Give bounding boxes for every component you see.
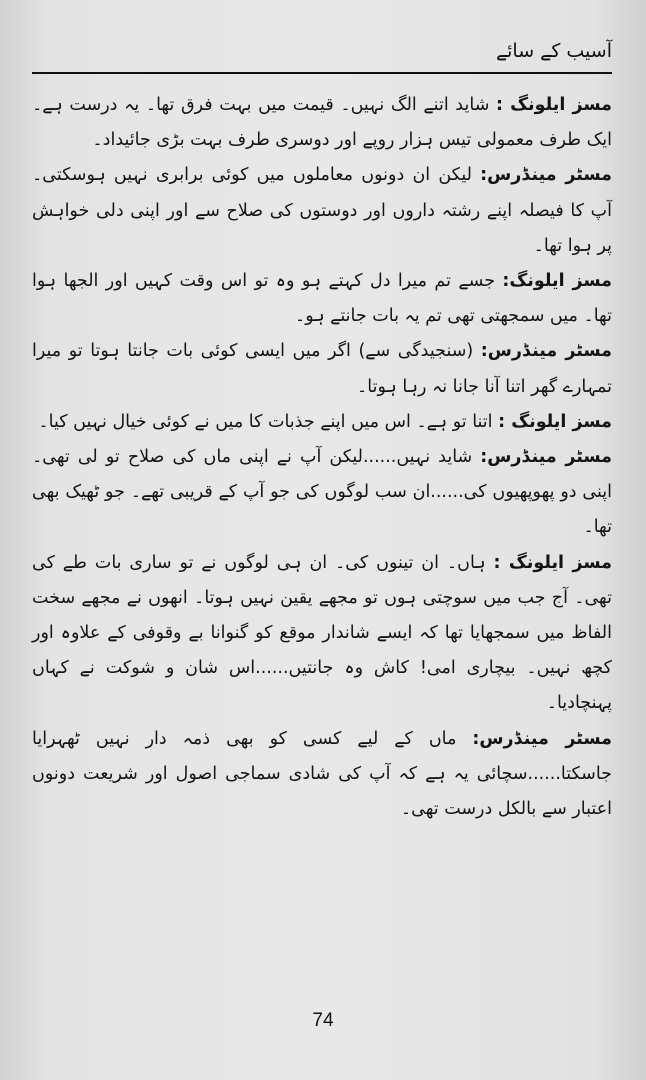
dialogue-text: (سنجیدگی سے) اگر میں ایسی کوئی بات جانتا ہوتا تو میرا تمہارے گھر اتنا آنا جانا نہ رہا ہوتا۔ bbox=[32, 341, 612, 397]
dialogue-paragraph bbox=[32, 88, 612, 158]
dialogue-text: شاید نہیں......لیکن آپ نے اپنی ماں کی صلاح تو لی تھی۔ اپنی دو پھوپھیوں کی......ان سب لوگوں کی جو آپ کے قریبی تھے۔ جو ٹھیک بھی تھا۔ bbox=[32, 447, 612, 538]
speaker-label: مسٹر مینڈرس: bbox=[480, 165, 613, 186]
dialogue-paragraph bbox=[32, 158, 612, 264]
dialogue-text: ماں کے لیے کسی کو بھی ذمہ دار نہیں ٹھہرایا جاسکتا......سچائی یہ ہے کہ آپ کی شادی سماجی اصول اور شریعت دونوں اعتبار سے بالکل درست تھی۔ bbox=[32, 728, 612, 820]
dialogue-text: اتنا تو ہے۔ اس میں اپنے جذبات کا میں نے کوئی خیال نہیں کیا۔ bbox=[38, 411, 499, 432]
dialogue-paragraph bbox=[32, 722, 612, 828]
speaker-label: مسز ایلونگ : bbox=[495, 95, 612, 115]
speaker-label: مسز ایلونگ: bbox=[502, 271, 612, 292]
dialogue-paragraph bbox=[32, 546, 612, 722]
speaker-label: مسٹر مینڈرس: bbox=[480, 447, 613, 468]
speaker-label: مسز ایلونگ : bbox=[493, 552, 612, 573]
dialogue-text: ہاں۔ ان تینوں کی۔ ان ہی لوگوں نے تو ساری بات طے کی تھی۔ آج جب میں سوچتی ہوں تو مجھے یقین نہیں ہوتا۔ انھوں نے مجھے سخت الفاظ میں سمجھایا تھا کہ ایسے شاندار موقع کو گنوانا بے وقوفی کے علاوہ اور کچھ نہیں۔ بیچاری امی! کاش وہ جانتیں......اس شان و شوکت نے کہاں پہنچادیا۔ bbox=[32, 552, 612, 714]
dialogue-text: شاید اتنے الگ نہیں۔ قیمت میں بہت فرق تھا۔ یہ درست ہے۔ ایک طرف معمولی تیس ہزار روپے اور دوسری طرف بہت بڑی جائیداد۔ bbox=[32, 95, 612, 151]
body-text bbox=[32, 88, 612, 827]
dialogue-paragraph bbox=[32, 264, 612, 334]
page-number: 74 bbox=[312, 1010, 334, 1031]
dialogue-text: جسے تم میرا دل کہتے ہو وہ تو اس وقت کہیں اور الجھا ہوا تھا۔ میں سمجھتی تھی تم یہ بات جانتے ہو۔ bbox=[32, 271, 612, 327]
dialogue-paragraph bbox=[32, 440, 612, 546]
speaker-label: مسز ایلونگ : bbox=[498, 411, 612, 432]
header-rule bbox=[32, 72, 612, 74]
running-header bbox=[32, 40, 612, 74]
speaker-label: مسٹر مینڈرس: bbox=[480, 341, 612, 362]
dialogue-paragraph bbox=[32, 405, 612, 440]
speaker-label: مسٹر مینڈرس: bbox=[472, 728, 612, 749]
header-title: آسیب کے سائے bbox=[496, 40, 612, 62]
dialogue-text: لیکن ان دونوں معاملوں میں کوئی برابری نہیں ہوسکتی۔ آپ کا فیصلہ اپنے رشتہ داروں اور دوستوں کی صلاح سے اور اپنی دلی خواہش پر ہوا تھا۔ bbox=[32, 165, 612, 256]
dialogue-paragraph bbox=[32, 334, 612, 404]
